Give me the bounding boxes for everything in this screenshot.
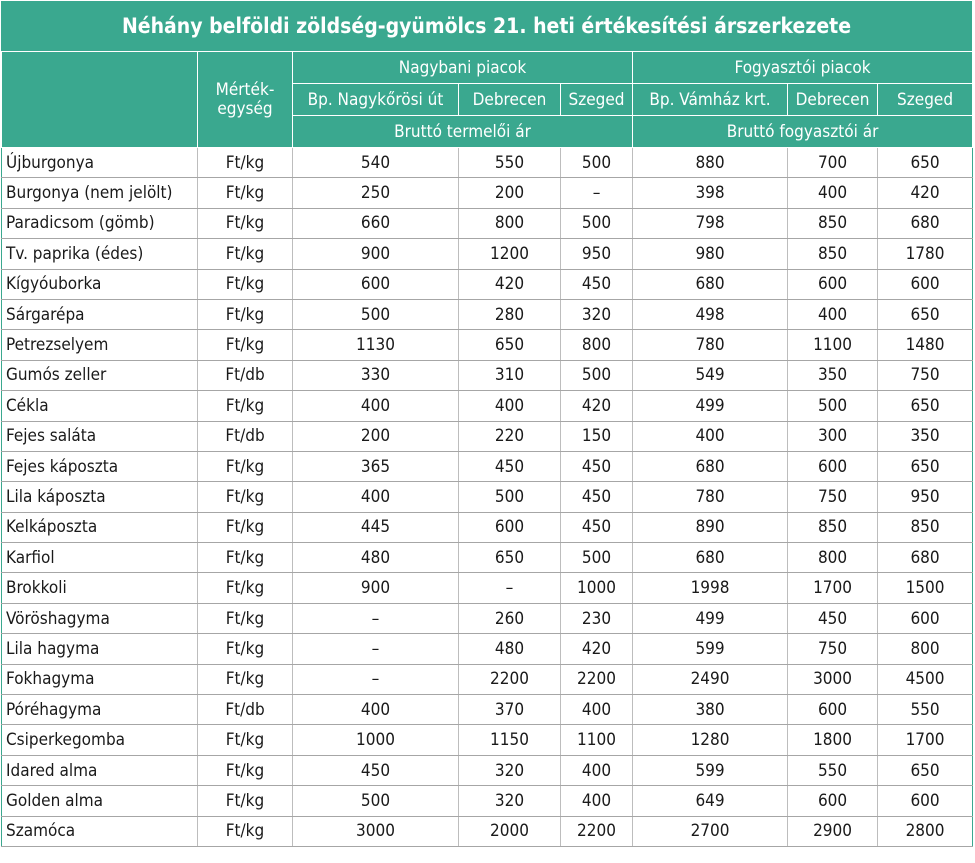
unit-cell: Ft/kg: [198, 634, 293, 664]
unit-cell: Ft/kg: [198, 603, 293, 633]
price-cell: 850: [788, 512, 878, 542]
market-header: Bp. Vámház krt.: [633, 84, 788, 116]
unit-cell: Ft/kg: [198, 299, 293, 329]
product-name-cell: Burgonya (nem jelölt): [2, 178, 198, 208]
price-cell: 300: [788, 421, 878, 451]
price-cell: 2800: [878, 816, 973, 846]
price-cell: –: [459, 573, 561, 603]
price-cell: 600: [788, 451, 878, 481]
table-row: [2, 391, 973, 421]
price-cell: 649: [633, 786, 788, 816]
price-cell: 660: [293, 208, 459, 238]
price-cell: 500: [788, 391, 878, 421]
table-row: [2, 634, 973, 664]
price-cell: 420: [459, 269, 561, 299]
price-cell: 650: [878, 755, 973, 785]
price-cell: 600: [878, 603, 973, 633]
price-cell: 550: [878, 695, 973, 725]
product-name-cell: Tv. paprika (édes): [2, 239, 198, 269]
price-cell: 2000: [459, 816, 561, 846]
price-cell: 680: [878, 543, 973, 573]
unit-cell: Ft/kg: [198, 725, 293, 755]
product-name-cell: Karfiol: [2, 543, 198, 573]
price-cell: 2200: [561, 664, 633, 694]
product-column-header: [2, 52, 198, 148]
table-row: [2, 148, 973, 178]
price-cell: 1700: [788, 573, 878, 603]
price-cell: –: [561, 178, 633, 208]
price-cell: 400: [293, 695, 459, 725]
table-row: [2, 512, 973, 542]
price-cell: 950: [561, 239, 633, 269]
table-row: [2, 695, 973, 725]
price-cell: 1000: [561, 573, 633, 603]
product-name-cell: Sárgarépa: [2, 299, 198, 329]
product-name-cell: Szamóca: [2, 816, 198, 846]
price-cell: 498: [633, 299, 788, 329]
price-cell: 499: [633, 391, 788, 421]
price-cell: 250: [293, 178, 459, 208]
price-cell: 599: [633, 755, 788, 785]
price-cell: 499: [633, 603, 788, 633]
price-cell: 480: [459, 634, 561, 664]
price-cell: 400: [788, 299, 878, 329]
price-cell: 650: [459, 543, 561, 573]
price-cell: 650: [878, 391, 973, 421]
price-cell: 700: [788, 148, 878, 178]
wholesale-group-header: Nagybani piacok: [293, 52, 633, 84]
unit-cell: Ft/kg: [198, 512, 293, 542]
price-cell: 420: [561, 634, 633, 664]
wholesale-price-type-header: Bruttó termelői ár: [293, 116, 633, 148]
unit-cell: Ft/kg: [198, 816, 293, 846]
price-cell: 450: [561, 512, 633, 542]
price-cell: 500: [293, 786, 459, 816]
unit-column-header: Mérték- egység: [198, 52, 293, 148]
price-cell: 540: [293, 148, 459, 178]
product-name-cell: Paradicsom (gömb): [2, 208, 198, 238]
table-row: [2, 482, 973, 512]
price-cell: 365: [293, 451, 459, 481]
price-cell: 1200: [459, 239, 561, 269]
price-cell: 850: [878, 512, 973, 542]
price-cell: 3000: [788, 664, 878, 694]
price-cell: 500: [561, 148, 633, 178]
price-cell: 400: [459, 391, 561, 421]
table-row: [2, 786, 973, 816]
price-cell: 550: [788, 755, 878, 785]
unit-cell: Ft/kg: [198, 451, 293, 481]
price-cell: 680: [633, 543, 788, 573]
table-row: [2, 360, 973, 390]
unit-cell: Ft/kg: [198, 178, 293, 208]
price-cell: 800: [788, 543, 878, 573]
price-cell: –: [293, 664, 459, 694]
table-row: [2, 299, 973, 329]
price-cell: 400: [561, 755, 633, 785]
table-row: [2, 178, 973, 208]
price-cell: 500: [459, 482, 561, 512]
price-cell: 400: [633, 421, 788, 451]
price-cell: 680: [878, 208, 973, 238]
price-cell: 800: [878, 634, 973, 664]
price-cell: 450: [459, 451, 561, 481]
price-cell: 400: [293, 391, 459, 421]
table-body: [2, 148, 973, 847]
unit-cell: Ft/kg: [198, 755, 293, 785]
price-cell: 880: [633, 148, 788, 178]
price-cell: 1500: [878, 573, 973, 603]
price-cell: 320: [561, 299, 633, 329]
unit-cell: Ft/kg: [198, 239, 293, 269]
price-cell: 330: [293, 360, 459, 390]
price-cell: 350: [788, 360, 878, 390]
product-name-cell: Lila káposzta: [2, 482, 198, 512]
unit-cell: Ft/db: [198, 695, 293, 725]
product-name-cell: Gumós zeller: [2, 360, 198, 390]
table-row: [2, 664, 973, 694]
price-cell: 1700: [878, 725, 973, 755]
price-cell: 450: [561, 269, 633, 299]
price-cell: 480: [293, 543, 459, 573]
price-table: [1, 51, 973, 847]
price-cell: 780: [633, 482, 788, 512]
price-cell: 450: [293, 755, 459, 785]
price-cell: 850: [788, 239, 878, 269]
consumer-price-type-header: Bruttó fogyasztói ár: [633, 116, 973, 148]
price-cell: 260: [459, 603, 561, 633]
price-cell: 310: [459, 360, 561, 390]
price-cell: 220: [459, 421, 561, 451]
price-cell: 350: [878, 421, 973, 451]
table-row: [2, 543, 973, 573]
product-name-cell: Fejes káposzta: [2, 451, 198, 481]
unit-cell: Ft/kg: [198, 786, 293, 816]
price-cell: 450: [788, 603, 878, 633]
unit-cell: Ft/kg: [198, 664, 293, 694]
price-cell: 650: [878, 148, 973, 178]
product-name-cell: Fokhagyma: [2, 664, 198, 694]
market-header: Debrecen: [788, 84, 878, 116]
price-cell: 2700: [633, 816, 788, 846]
price-cell: 600: [788, 786, 878, 816]
consumer-group-header: Fogyasztói piacok: [633, 52, 973, 84]
price-cell: 549: [633, 360, 788, 390]
price-cell: 150: [561, 421, 633, 451]
price-cell: 1100: [788, 330, 878, 360]
price-cell: 200: [293, 421, 459, 451]
unit-cell: Ft/kg: [198, 391, 293, 421]
price-cell: 400: [788, 178, 878, 208]
price-cell: 420: [878, 178, 973, 208]
price-cell: 500: [561, 208, 633, 238]
price-table-container: [1, 1, 972, 847]
price-cell: 1150: [459, 725, 561, 755]
price-cell: 750: [788, 482, 878, 512]
price-cell: –: [293, 603, 459, 633]
price-cell: 450: [561, 451, 633, 481]
price-cell: 1480: [878, 330, 973, 360]
price-cell: 400: [561, 695, 633, 725]
price-cell: 1780: [878, 239, 973, 269]
product-name-cell: Fejes saláta: [2, 421, 198, 451]
price-cell: 950: [878, 482, 973, 512]
price-cell: 370: [459, 695, 561, 725]
price-cell: 780: [633, 330, 788, 360]
price-cell: 650: [878, 299, 973, 329]
price-cell: 1000: [293, 725, 459, 755]
product-name-cell: Brokkoli: [2, 573, 198, 603]
price-cell: 890: [633, 512, 788, 542]
product-name-cell: Vöröshagyma: [2, 603, 198, 633]
table-row: [2, 816, 973, 846]
table-row: [2, 421, 973, 451]
price-cell: 600: [788, 695, 878, 725]
price-cell: 900: [293, 573, 459, 603]
table-row: [2, 208, 973, 238]
table-row: [2, 725, 973, 755]
price-cell: 398: [633, 178, 788, 208]
market-header: Szeged: [561, 84, 633, 116]
price-cell: 650: [459, 330, 561, 360]
table-row: [2, 239, 973, 269]
price-cell: 500: [293, 299, 459, 329]
table-title: Néhány belföldi zöldség-gyümölcs 21. heti értékesítési árszerkezete: [1, 1, 972, 51]
table-row: [2, 269, 973, 299]
unit-cell: Ft/kg: [198, 482, 293, 512]
price-cell: 650: [878, 451, 973, 481]
product-name-cell: Kígyóuborka: [2, 269, 198, 299]
product-name-cell: Újburgonya: [2, 148, 198, 178]
unit-cell: Ft/kg: [198, 148, 293, 178]
table-row: [2, 451, 973, 481]
market-header: Bp. Nagykőrösi út: [293, 84, 459, 116]
price-cell: 200: [459, 178, 561, 208]
price-cell: 400: [561, 786, 633, 816]
unit-cell: Ft/kg: [198, 269, 293, 299]
price-cell: 230: [561, 603, 633, 633]
price-cell: 1280: [633, 725, 788, 755]
price-cell: 600: [459, 512, 561, 542]
price-cell: 600: [878, 269, 973, 299]
market-header: Szeged: [878, 84, 973, 116]
product-name-cell: Póréhagyma: [2, 695, 198, 725]
price-cell: 400: [293, 482, 459, 512]
product-name-cell: Cékla: [2, 391, 198, 421]
price-cell: 980: [633, 239, 788, 269]
price-cell: 680: [633, 451, 788, 481]
price-cell: 900: [293, 239, 459, 269]
product-name-cell: Golden alma: [2, 786, 198, 816]
price-cell: 1100: [561, 725, 633, 755]
price-cell: 2490: [633, 664, 788, 694]
product-name-cell: Lila hagyma: [2, 634, 198, 664]
unit-cell: Ft/kg: [198, 330, 293, 360]
price-cell: 320: [459, 755, 561, 785]
product-name-cell: Csiperkegomba: [2, 725, 198, 755]
price-cell: 1998: [633, 573, 788, 603]
price-cell: 680: [633, 269, 788, 299]
product-name-cell: Idared alma: [2, 755, 198, 785]
table-row: [2, 573, 973, 603]
price-cell: 798: [633, 208, 788, 238]
price-cell: 800: [561, 330, 633, 360]
price-cell: 600: [878, 786, 973, 816]
price-cell: 600: [788, 269, 878, 299]
price-cell: 2900: [788, 816, 878, 846]
price-cell: 380: [633, 695, 788, 725]
price-cell: 280: [459, 299, 561, 329]
price-cell: 500: [561, 543, 633, 573]
price-cell: 800: [459, 208, 561, 238]
price-cell: 1130: [293, 330, 459, 360]
price-cell: 2200: [459, 664, 561, 694]
unit-cell: Ft/db: [198, 360, 293, 390]
unit-cell: Ft/kg: [198, 208, 293, 238]
market-header: Debrecen: [459, 84, 561, 116]
price-cell: 450: [561, 482, 633, 512]
product-name-cell: Petrezselyem: [2, 330, 198, 360]
price-cell: 600: [293, 269, 459, 299]
price-cell: 3000: [293, 816, 459, 846]
price-cell: 750: [788, 634, 878, 664]
table-header: [2, 52, 973, 148]
price-cell: 4500: [878, 664, 973, 694]
unit-cell: Ft/kg: [198, 573, 293, 603]
price-cell: 500: [561, 360, 633, 390]
product-name-cell: Kelkáposzta: [2, 512, 198, 542]
table-row: [2, 330, 973, 360]
price-cell: –: [293, 634, 459, 664]
price-cell: 599: [633, 634, 788, 664]
table-row: [2, 603, 973, 633]
price-cell: 445: [293, 512, 459, 542]
price-cell: 850: [788, 208, 878, 238]
price-cell: 320: [459, 786, 561, 816]
price-cell: 550: [459, 148, 561, 178]
unit-cell: Ft/kg: [198, 543, 293, 573]
price-cell: 2200: [561, 816, 633, 846]
price-cell: 420: [561, 391, 633, 421]
price-cell: 1800: [788, 725, 878, 755]
price-cell: 750: [878, 360, 973, 390]
table-row: [2, 755, 973, 785]
unit-cell: Ft/db: [198, 421, 293, 451]
